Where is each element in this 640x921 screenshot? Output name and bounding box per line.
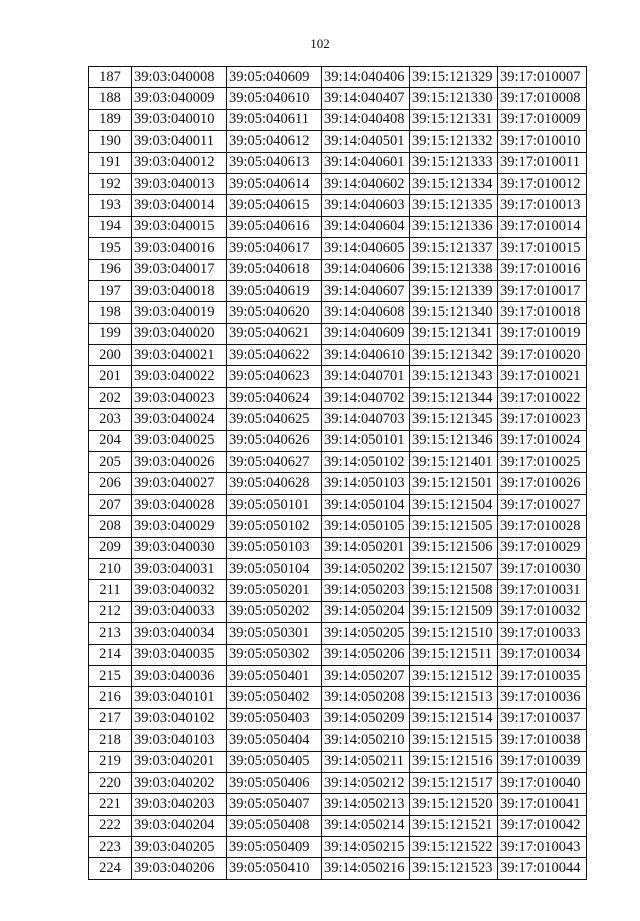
quarter-39-15-cell: 39:15:121340 <box>410 302 498 323</box>
quarter-39-03-cell: 39:03:040030 <box>132 537 227 558</box>
quarter-39-15-cell: 39:15:121509 <box>410 601 498 622</box>
row-number-cell: 195 <box>89 238 132 259</box>
row-number-cell: 204 <box>89 430 132 451</box>
table-row <box>89 815 587 836</box>
quarter-39-14-cell: 39:14:040702 <box>322 387 410 408</box>
row-number-cell: 213 <box>89 623 132 644</box>
quarter-39-14-cell: 39:14:040607 <box>322 280 410 301</box>
quarter-39-15-cell: 39:15:121334 <box>410 173 498 194</box>
quarter-39-05-cell: 39:05:050102 <box>227 516 322 537</box>
table-row <box>89 430 587 451</box>
quarter-39-17-cell: 39:17:010034 <box>498 644 587 665</box>
quarter-39-05-cell: 39:05:050202 <box>227 601 322 622</box>
quarter-39-03-cell: 39:03:040021 <box>132 345 227 366</box>
row-number-cell: 224 <box>89 858 132 879</box>
table-row <box>89 623 587 644</box>
quarter-39-17-cell: 39:17:010042 <box>498 815 587 836</box>
table-row <box>89 366 587 387</box>
quarter-39-14-cell: 39:14:050210 <box>322 730 410 751</box>
quarter-39-03-cell: 39:03:040011 <box>132 131 227 152</box>
quarter-39-17-cell: 39:17:010028 <box>498 516 587 537</box>
table-row <box>89 494 587 515</box>
quarter-39-03-cell: 39:03:040012 <box>132 152 227 173</box>
quarter-39-05-cell: 39:05:050101 <box>227 494 322 515</box>
row-number-cell: 194 <box>89 216 132 237</box>
quarter-39-05-cell: 39:05:040625 <box>227 409 322 430</box>
quarter-39-05-cell: 39:05:040619 <box>227 280 322 301</box>
quarter-39-14-cell: 39:14:050212 <box>322 772 410 793</box>
quarter-39-17-cell: 39:17:010030 <box>498 558 587 579</box>
quarter-39-03-cell: 39:03:040101 <box>132 687 227 708</box>
quarter-39-14-cell: 39:14:050211 <box>322 751 410 772</box>
quarter-39-05-cell: 39:05:040621 <box>227 323 322 344</box>
table-row <box>89 473 587 494</box>
quarter-39-15-cell: 39:15:121329 <box>410 67 498 88</box>
quarter-39-14-cell: 39:14:050101 <box>322 430 410 451</box>
quarter-39-15-cell: 39:15:121401 <box>410 452 498 473</box>
quarter-39-17-cell: 39:17:010017 <box>498 280 587 301</box>
row-number-cell: 189 <box>89 109 132 130</box>
quarter-39-03-cell: 39:03:040026 <box>132 452 227 473</box>
row-number-cell: 187 <box>89 67 132 88</box>
quarter-39-14-cell: 39:14:050205 <box>322 623 410 644</box>
row-number-cell: 201 <box>89 366 132 387</box>
quarter-39-15-cell: 39:15:121333 <box>410 152 498 173</box>
quarter-39-03-cell: 39:03:040025 <box>132 430 227 451</box>
table-row <box>89 152 587 173</box>
quarter-39-14-cell: 39:14:040606 <box>322 259 410 280</box>
quarter-39-17-cell: 39:17:010007 <box>498 67 587 88</box>
quarter-39-14-cell: 39:14:040604 <box>322 216 410 237</box>
quarter-39-17-cell: 39:17:010024 <box>498 430 587 451</box>
quarter-39-05-cell: 39:05:040609 <box>227 67 322 88</box>
table-row <box>89 280 587 301</box>
quarter-39-17-cell: 39:17:010033 <box>498 623 587 644</box>
quarter-39-17-cell: 39:17:010027 <box>498 494 587 515</box>
quarter-39-15-cell: 39:15:121505 <box>410 516 498 537</box>
quarter-39-14-cell: 39:14:040501 <box>322 131 410 152</box>
quarter-39-17-cell: 39:17:010041 <box>498 794 587 815</box>
row-number-cell: 211 <box>89 580 132 601</box>
quarter-39-15-cell: 39:15:121504 <box>410 494 498 515</box>
quarter-39-05-cell: 39:05:040613 <box>227 152 322 173</box>
quarter-39-17-cell: 39:17:010039 <box>498 751 587 772</box>
quarter-39-15-cell: 39:15:121515 <box>410 730 498 751</box>
quarter-39-05-cell: 39:05:050406 <box>227 772 322 793</box>
quarter-39-03-cell: 39:03:040016 <box>132 238 227 259</box>
row-number-cell: 214 <box>89 644 132 665</box>
quarter-39-17-cell: 39:17:010044 <box>498 858 587 879</box>
quarter-39-14-cell: 39:14:050202 <box>322 558 410 579</box>
row-number-cell: 218 <box>89 730 132 751</box>
quarter-39-14-cell: 39:14:040703 <box>322 409 410 430</box>
table-row <box>89 558 587 579</box>
quarter-39-05-cell: 39:05:050403 <box>227 708 322 729</box>
table-row <box>89 88 587 109</box>
quarter-39-03-cell: 39:03:040028 <box>132 494 227 515</box>
quarter-39-14-cell: 39:14:040601 <box>322 152 410 173</box>
quarter-39-14-cell: 39:14:040609 <box>322 323 410 344</box>
page-number: 102 <box>310 36 330 51</box>
quarter-39-03-cell: 39:03:040015 <box>132 216 227 237</box>
quarter-39-17-cell: 39:17:010014 <box>498 216 587 237</box>
quarter-39-14-cell: 39:14:050201 <box>322 537 410 558</box>
row-number-cell: 191 <box>89 152 132 173</box>
quarter-39-17-cell: 39:17:010040 <box>498 772 587 793</box>
quarter-39-03-cell: 39:03:040031 <box>132 558 227 579</box>
table-row <box>89 858 587 879</box>
table-row <box>89 323 587 344</box>
quarter-39-03-cell: 39:03:040022 <box>132 366 227 387</box>
quarter-39-17-cell: 39:17:010008 <box>498 88 587 109</box>
quarter-39-14-cell: 39:14:050206 <box>322 644 410 665</box>
quarter-39-14-cell: 39:14:050208 <box>322 687 410 708</box>
quarter-39-15-cell: 39:15:121510 <box>410 623 498 644</box>
quarter-39-14-cell: 39:14:040605 <box>322 238 410 259</box>
quarter-39-05-cell: 39:05:050410 <box>227 858 322 879</box>
row-number-cell: 216 <box>89 687 132 708</box>
quarter-39-03-cell: 39:03:040009 <box>132 88 227 109</box>
quarter-39-05-cell: 39:05:040610 <box>227 88 322 109</box>
table-row <box>89 131 587 152</box>
quarter-39-05-cell: 39:05:050201 <box>227 580 322 601</box>
quarter-39-17-cell: 39:17:010015 <box>498 238 587 259</box>
row-number-cell: 209 <box>89 537 132 558</box>
row-number-cell: 198 <box>89 302 132 323</box>
quarter-39-14-cell: 39:14:040407 <box>322 88 410 109</box>
table-row <box>89 537 587 558</box>
table-row <box>89 665 587 686</box>
table-row <box>89 794 587 815</box>
quarter-39-03-cell: 39:03:040014 <box>132 195 227 216</box>
quarter-39-14-cell: 39:14:050214 <box>322 815 410 836</box>
quarter-39-14-cell: 39:14:040610 <box>322 345 410 366</box>
quarter-39-05-cell: 39:05:050405 <box>227 751 322 772</box>
row-number-cell: 215 <box>89 665 132 686</box>
quarter-39-17-cell: 39:17:010009 <box>498 109 587 130</box>
quarter-39-03-cell: 39:03:040023 <box>132 387 227 408</box>
quarter-39-17-cell: 39:17:010025 <box>498 452 587 473</box>
table-row <box>89 580 587 601</box>
quarter-39-15-cell: 39:15:121335 <box>410 195 498 216</box>
table-row <box>89 644 587 665</box>
quarter-39-14-cell: 39:14:040608 <box>322 302 410 323</box>
quarter-39-17-cell: 39:17:010026 <box>498 473 587 494</box>
quarter-39-15-cell: 39:15:121506 <box>410 537 498 558</box>
quarter-39-14-cell: 39:14:040408 <box>322 109 410 130</box>
table-row <box>89 452 587 473</box>
table-row <box>89 109 587 130</box>
quarter-39-14-cell: 39:14:050102 <box>322 452 410 473</box>
table-row <box>89 751 587 772</box>
quarter-39-15-cell: 39:15:121345 <box>410 409 498 430</box>
row-number-cell: 210 <box>89 558 132 579</box>
quarter-39-17-cell: 39:17:010010 <box>498 131 587 152</box>
quarter-39-05-cell: 39:05:050408 <box>227 815 322 836</box>
quarter-39-17-cell: 39:17:010022 <box>498 387 587 408</box>
quarter-39-05-cell: 39:05:050401 <box>227 665 322 686</box>
quarter-39-14-cell: 39:14:050216 <box>322 858 410 879</box>
quarter-39-03-cell: 39:03:040017 <box>132 259 227 280</box>
quarter-39-17-cell: 39:17:010035 <box>498 665 587 686</box>
row-number-cell: 188 <box>89 88 132 109</box>
quarter-39-03-cell: 39:03:040201 <box>132 751 227 772</box>
quarter-39-03-cell: 39:03:040204 <box>132 815 227 836</box>
quarter-39-03-cell: 39:03:040103 <box>132 730 227 751</box>
quarter-39-05-cell: 39:05:050302 <box>227 644 322 665</box>
quarter-39-17-cell: 39:17:010036 <box>498 687 587 708</box>
quarter-39-15-cell: 39:15:121508 <box>410 580 498 601</box>
quarter-39-03-cell: 39:03:040008 <box>132 67 227 88</box>
table-row <box>89 195 587 216</box>
quarter-39-14-cell: 39:14:050104 <box>322 494 410 515</box>
quarter-39-05-cell: 39:05:040623 <box>227 366 322 387</box>
table-row <box>89 708 587 729</box>
quarter-39-15-cell: 39:15:121513 <box>410 687 498 708</box>
quarter-39-15-cell: 39:15:121343 <box>410 366 498 387</box>
cadastral-table <box>88 66 587 880</box>
row-number-cell: 197 <box>89 280 132 301</box>
row-number-cell: 203 <box>89 409 132 430</box>
quarter-39-15-cell: 39:15:121332 <box>410 131 498 152</box>
row-number-cell: 192 <box>89 173 132 194</box>
quarter-39-15-cell: 39:15:121338 <box>410 259 498 280</box>
quarter-39-05-cell: 39:05:040612 <box>227 131 322 152</box>
quarter-39-03-cell: 39:03:040034 <box>132 623 227 644</box>
quarter-39-17-cell: 39:17:010012 <box>498 173 587 194</box>
row-number-cell: 219 <box>89 751 132 772</box>
table-row <box>89 173 587 194</box>
row-number-cell: 193 <box>89 195 132 216</box>
row-number-cell: 208 <box>89 516 132 537</box>
quarter-39-15-cell: 39:15:121330 <box>410 88 498 109</box>
quarter-39-15-cell: 39:15:121331 <box>410 109 498 130</box>
row-number-cell: 220 <box>89 772 132 793</box>
quarter-39-03-cell: 39:03:040202 <box>132 772 227 793</box>
row-number-cell: 200 <box>89 345 132 366</box>
quarter-39-17-cell: 39:17:010021 <box>498 366 587 387</box>
row-number-cell: 196 <box>89 259 132 280</box>
quarter-39-15-cell: 39:15:121336 <box>410 216 498 237</box>
quarter-39-05-cell: 39:05:050104 <box>227 558 322 579</box>
quarter-39-03-cell: 39:03:040033 <box>132 601 227 622</box>
quarter-39-03-cell: 39:03:040036 <box>132 665 227 686</box>
quarter-39-15-cell: 39:15:121342 <box>410 345 498 366</box>
quarter-39-05-cell: 39:05:050103 <box>227 537 322 558</box>
quarter-39-15-cell: 39:15:121517 <box>410 772 498 793</box>
quarter-39-17-cell: 39:17:010043 <box>498 837 587 858</box>
row-number-cell: 222 <box>89 815 132 836</box>
quarter-39-15-cell: 39:15:121501 <box>410 473 498 494</box>
quarter-39-15-cell: 39:15:121346 <box>410 430 498 451</box>
quarter-39-14-cell: 39:14:050209 <box>322 708 410 729</box>
quarter-39-05-cell: 39:05:040615 <box>227 195 322 216</box>
quarter-39-14-cell: 39:14:050207 <box>322 665 410 686</box>
table-row <box>89 687 587 708</box>
table-row <box>89 216 587 237</box>
table-row <box>89 409 587 430</box>
quarter-39-14-cell: 39:14:040701 <box>322 366 410 387</box>
quarter-39-05-cell: 39:05:040626 <box>227 430 322 451</box>
quarter-39-17-cell: 39:17:010038 <box>498 730 587 751</box>
quarter-39-05-cell: 39:05:040617 <box>227 238 322 259</box>
row-number-cell: 190 <box>89 131 132 152</box>
quarter-39-03-cell: 39:03:040029 <box>132 516 227 537</box>
quarter-39-17-cell: 39:17:010018 <box>498 302 587 323</box>
row-number-cell: 223 <box>89 837 132 858</box>
quarter-39-15-cell: 39:15:121521 <box>410 815 498 836</box>
quarter-39-14-cell: 39:14:050213 <box>322 794 410 815</box>
quarter-39-17-cell: 39:17:010023 <box>498 409 587 430</box>
quarter-39-15-cell: 39:15:121344 <box>410 387 498 408</box>
quarter-39-15-cell: 39:15:121341 <box>410 323 498 344</box>
quarter-39-15-cell: 39:15:121507 <box>410 558 498 579</box>
quarter-39-05-cell: 39:05:040628 <box>227 473 322 494</box>
quarter-39-05-cell: 39:05:040614 <box>227 173 322 194</box>
quarter-39-17-cell: 39:17:010032 <box>498 601 587 622</box>
quarter-39-03-cell: 39:03:040013 <box>132 173 227 194</box>
table-row <box>89 772 587 793</box>
table-row <box>89 837 587 858</box>
quarter-39-03-cell: 39:03:040205 <box>132 837 227 858</box>
quarter-39-03-cell: 39:03:040032 <box>132 580 227 601</box>
table-row <box>89 302 587 323</box>
quarter-39-17-cell: 39:17:010037 <box>498 708 587 729</box>
row-number-cell: 199 <box>89 323 132 344</box>
quarter-39-05-cell: 39:05:040620 <box>227 302 322 323</box>
table-row <box>89 516 587 537</box>
quarter-39-15-cell: 39:15:121512 <box>410 665 498 686</box>
quarter-39-14-cell: 39:14:050215 <box>322 837 410 858</box>
quarter-39-05-cell: 39:05:040622 <box>227 345 322 366</box>
quarter-39-17-cell: 39:17:010013 <box>498 195 587 216</box>
quarter-39-05-cell: 39:05:040611 <box>227 109 322 130</box>
row-number-cell: 212 <box>89 601 132 622</box>
quarter-39-14-cell: 39:14:040602 <box>322 173 410 194</box>
quarter-39-03-cell: 39:03:040024 <box>132 409 227 430</box>
quarter-39-05-cell: 39:05:050407 <box>227 794 322 815</box>
quarter-39-05-cell: 39:05:040627 <box>227 452 322 473</box>
quarter-39-03-cell: 39:03:040020 <box>132 323 227 344</box>
row-number-cell: 205 <box>89 452 132 473</box>
quarter-39-15-cell: 39:15:121339 <box>410 280 498 301</box>
quarter-39-17-cell: 39:17:010016 <box>498 259 587 280</box>
table-row <box>89 730 587 751</box>
table-row <box>89 67 587 88</box>
quarter-39-05-cell: 39:05:050409 <box>227 837 322 858</box>
quarter-39-15-cell: 39:15:121514 <box>410 708 498 729</box>
quarter-39-15-cell: 39:15:121522 <box>410 837 498 858</box>
quarter-39-03-cell: 39:03:040027 <box>132 473 227 494</box>
quarter-39-17-cell: 39:17:010020 <box>498 345 587 366</box>
quarter-39-03-cell: 39:03:040102 <box>132 708 227 729</box>
quarter-39-14-cell: 39:14:050204 <box>322 601 410 622</box>
quarter-39-05-cell: 39:05:050301 <box>227 623 322 644</box>
quarter-39-17-cell: 39:17:010011 <box>498 152 587 173</box>
quarter-39-03-cell: 39:03:040018 <box>132 280 227 301</box>
table-row <box>89 387 587 408</box>
quarter-39-03-cell: 39:03:040035 <box>132 644 227 665</box>
quarter-39-15-cell: 39:15:121520 <box>410 794 498 815</box>
quarter-39-15-cell: 39:15:121511 <box>410 644 498 665</box>
row-number-cell: 221 <box>89 794 132 815</box>
quarter-39-17-cell: 39:17:010029 <box>498 537 587 558</box>
quarter-39-14-cell: 39:14:050203 <box>322 580 410 601</box>
quarter-39-05-cell: 39:05:040624 <box>227 387 322 408</box>
quarter-39-03-cell: 39:03:040203 <box>132 794 227 815</box>
quarter-39-15-cell: 39:15:121523 <box>410 858 498 879</box>
table-row <box>89 345 587 366</box>
quarter-39-14-cell: 39:14:050103 <box>322 473 410 494</box>
quarter-39-05-cell: 39:05:040616 <box>227 216 322 237</box>
row-number-cell: 207 <box>89 494 132 515</box>
quarter-39-17-cell: 39:17:010031 <box>498 580 587 601</box>
quarter-39-05-cell: 39:05:040618 <box>227 259 322 280</box>
quarter-39-05-cell: 39:05:050404 <box>227 730 322 751</box>
quarter-39-03-cell: 39:03:040010 <box>132 109 227 130</box>
row-number-cell: 217 <box>89 708 132 729</box>
quarter-39-14-cell: 39:14:050105 <box>322 516 410 537</box>
row-number-cell: 202 <box>89 387 132 408</box>
quarter-39-15-cell: 39:15:121516 <box>410 751 498 772</box>
quarter-39-05-cell: 39:05:050402 <box>227 687 322 708</box>
quarter-39-14-cell: 39:14:040603 <box>322 195 410 216</box>
table-body <box>89 67 587 880</box>
quarter-39-14-cell: 39:14:040406 <box>322 67 410 88</box>
table-row <box>89 238 587 259</box>
quarter-39-15-cell: 39:15:121337 <box>410 238 498 259</box>
row-number-cell: 206 <box>89 473 132 494</box>
table-row <box>89 601 587 622</box>
table-row <box>89 259 587 280</box>
quarter-39-03-cell: 39:03:040206 <box>132 858 227 879</box>
quarter-39-03-cell: 39:03:040019 <box>132 302 227 323</box>
quarter-39-17-cell: 39:17:010019 <box>498 323 587 344</box>
